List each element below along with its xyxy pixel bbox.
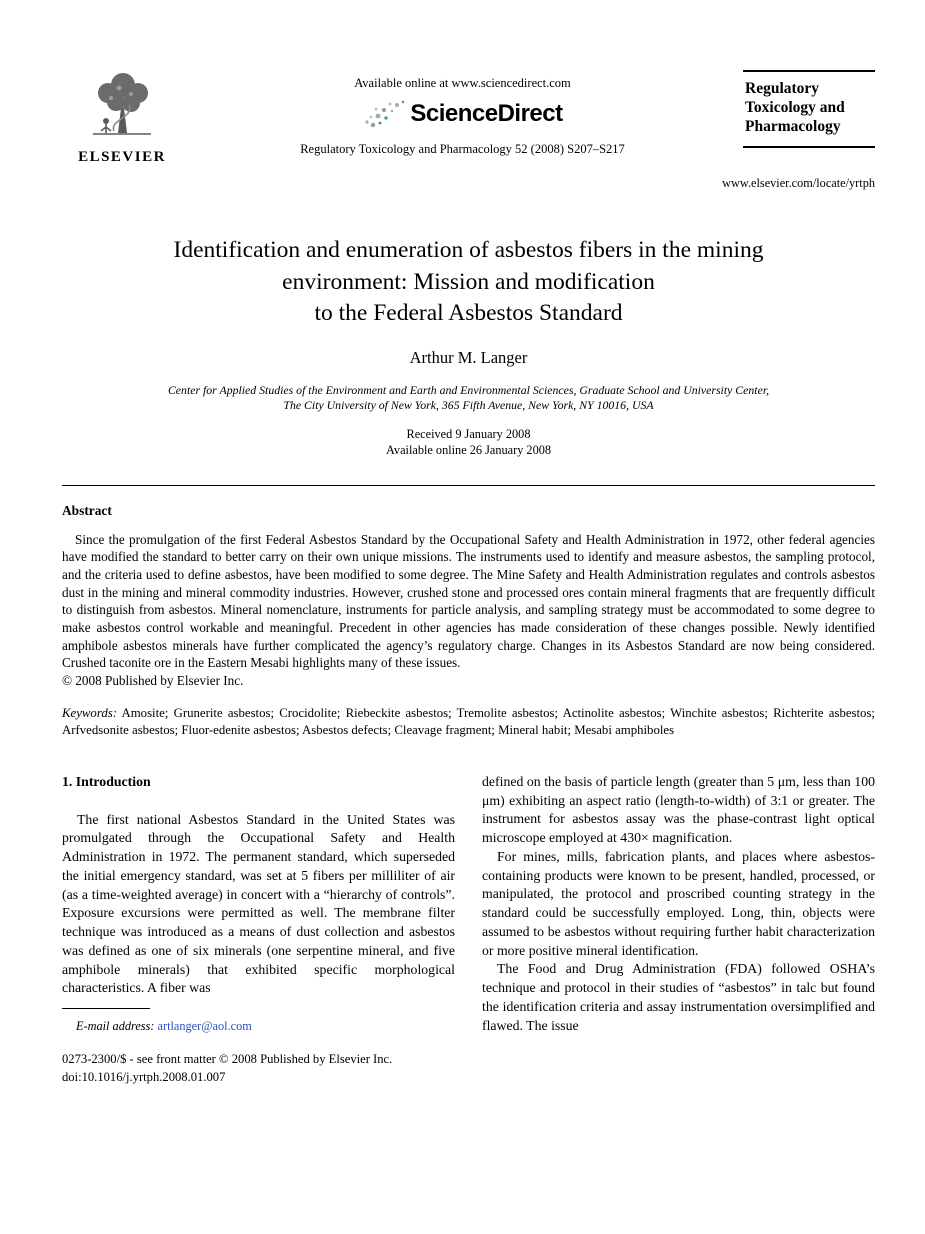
column-left [62,773,455,1036]
affiliation [62,383,875,414]
elsevier-tree-icon [83,70,161,142]
section-heading-introduction: 1. Introduction [62,773,151,789]
journal-locate-url: www.elsevier.com/locate/yrtph [722,176,875,190]
body-columns [62,773,875,1036]
affiliation-line-1: Center for Applied Studies of the Environment and Earth and Environmental Sciences, Graduate School and University Center, [167,382,770,397]
abstract-section [62,503,875,690]
title-line-2: environment: Mission and modification [282,268,655,295]
footnote [62,1008,455,1036]
abstract-text: Since the promulgation of the first Federal Asbestos Standard by the Occupational Safety and Health Administration in 1972, other federal agencies have modified the standard to better carry on their own unique missions. The instruments used to identify and measure asbestos, the sampling protocol, and the criteria used to define asbestos, have been modified to some degree. The Mine Safety and Health Administration regulates and controls asbestos dust in the mining and mineral commodity industries. However, crushed stone and processed ores contain mineral fragments that are frequently difficult to distinguish from asbestos. Mineral nomenclature, instruments for particle analysis, and sampling strategy must be accommodated to some degree to make asbestos control workable and meaningful. Precedent in other agencies has made consideration of these changes possible. Newly identified amphibole asbestos minerals have further complicated the agency’s regulatory charge. Changes in its Asbestos Standard are now being considered. Crushed taconite ore in the Eastern Mesabi highlights many of these issues. [62,531,875,671]
footer-copyright-line: 0273-2300/$ - see front matter © 2008 Published by Elsevier Inc. [62,1052,393,1067]
journal-name-block [743,70,875,148]
received-date: Received 9 January 2008 [406,426,531,441]
page-footer [62,1051,875,1086]
abstract-copyright: © 2008 Published by Elsevier Inc. [62,673,244,689]
journal-header [62,0,875,166]
abstract-heading: Abstract [62,502,112,518]
article-dates [62,426,875,459]
article-title [62,235,875,330]
email-link[interactable]: artlanger@aol.com [157,1018,252,1033]
title-line-3: to the Federal Asbestos Standard [314,300,623,326]
sciencedirect-wordmark: ScienceDirect [410,100,563,127]
elsevier-logo [62,70,182,166]
intro-paragraph-1: The first national Asbestos Standard in the United States was promulgated through the Occupational Safety and Health Administration in 1972. The permanent standard, which superseded the initial emergency standard, was set at 5 fibers per milliliter of air (as a time-weighted average) in concert with a “hierarchy of controls”. Exposure excursions were permitted as well. The membrane filter technique was introduced as a means of dust collection and asbestos was defined as one of six minerals (one serpentine mineral, and five amphibole minerals) that exhibited specific morphological characteristics. A fiber was [62,811,455,996]
title-line-1: Identification and enumeration of asbestos fibers in the mining [173,237,764,263]
keywords-label: Keywords: [62,705,117,720]
column-right [482,773,875,1036]
keywords [62,705,875,739]
journal-name: Regulatory Toxicology and Pharmacology [745,80,845,135]
sciencedirect-header [182,70,743,157]
sciencedirect-logo [182,98,743,130]
author-name: Arthur M. Langer [409,347,528,367]
elsevier-wordmark: ELSEVIER [78,149,166,165]
sciencedirect-dots-icon [362,98,406,130]
email-label: E-mail address: [76,1018,155,1033]
journal-name-box [743,70,875,148]
footer-doi-line: doi:10.1016/j.yrtph.2008.01.007 [62,1069,226,1084]
affiliation-line-2: The City University of New York, 365 Fifth Avenue, New York, NY 10016, USA [283,398,654,412]
footnote-rule [62,1008,150,1009]
available-online-text: Available online at www.sciencedirect.com [354,76,571,90]
journal-citation: Regulatory Toxicology and Pharmacology 52 (2008) S207–S217 [300,142,625,156]
intro-paragraph-2: defined on the basis of particle length (greater than 5 μm, less than 100 μm) exhibiting an aspect ratio (length-to-width) of 3:1 or greater. The instrument for asbestos assay was the phase-contrast light optical microscope employed at 430× magnification. [482,773,875,846]
abstract-divider [62,485,875,486]
available-online-date: Available online 26 January 2008 [385,443,552,457]
intro-paragraph-4: The Food and Drug Administration (FDA) followed OSHA’s technique and protocol in their studies of “asbestos” in talc but found the identification criteria and assay instrumentation oversimplified and flawed. The issue [482,961,875,1033]
keywords-text: Amosite; Grunerite asbestos; Crocidolite; Riebeckite asbestos; Tremolite asbestos; Actinolite asbestos; Winchite asbestos; Richterite asbestos; Arfvedsonite asbestos; Fluor-edenite asbestos; Asbestos defects; Cleavage fragment; Mineral habit; Mesabi amphiboles [62,705,875,737]
intro-paragraph-3: For mines, mills, fabrication plants, and places where asbestos-containing products were known to be present, handled, processed, or manipulated, the protocol and proscribed counting strategy in the standard could be successfully employed. Long, thin, objects were assumed to be asbestos without requiring further habit characterization or more positive mineral identification. [482,848,875,958]
